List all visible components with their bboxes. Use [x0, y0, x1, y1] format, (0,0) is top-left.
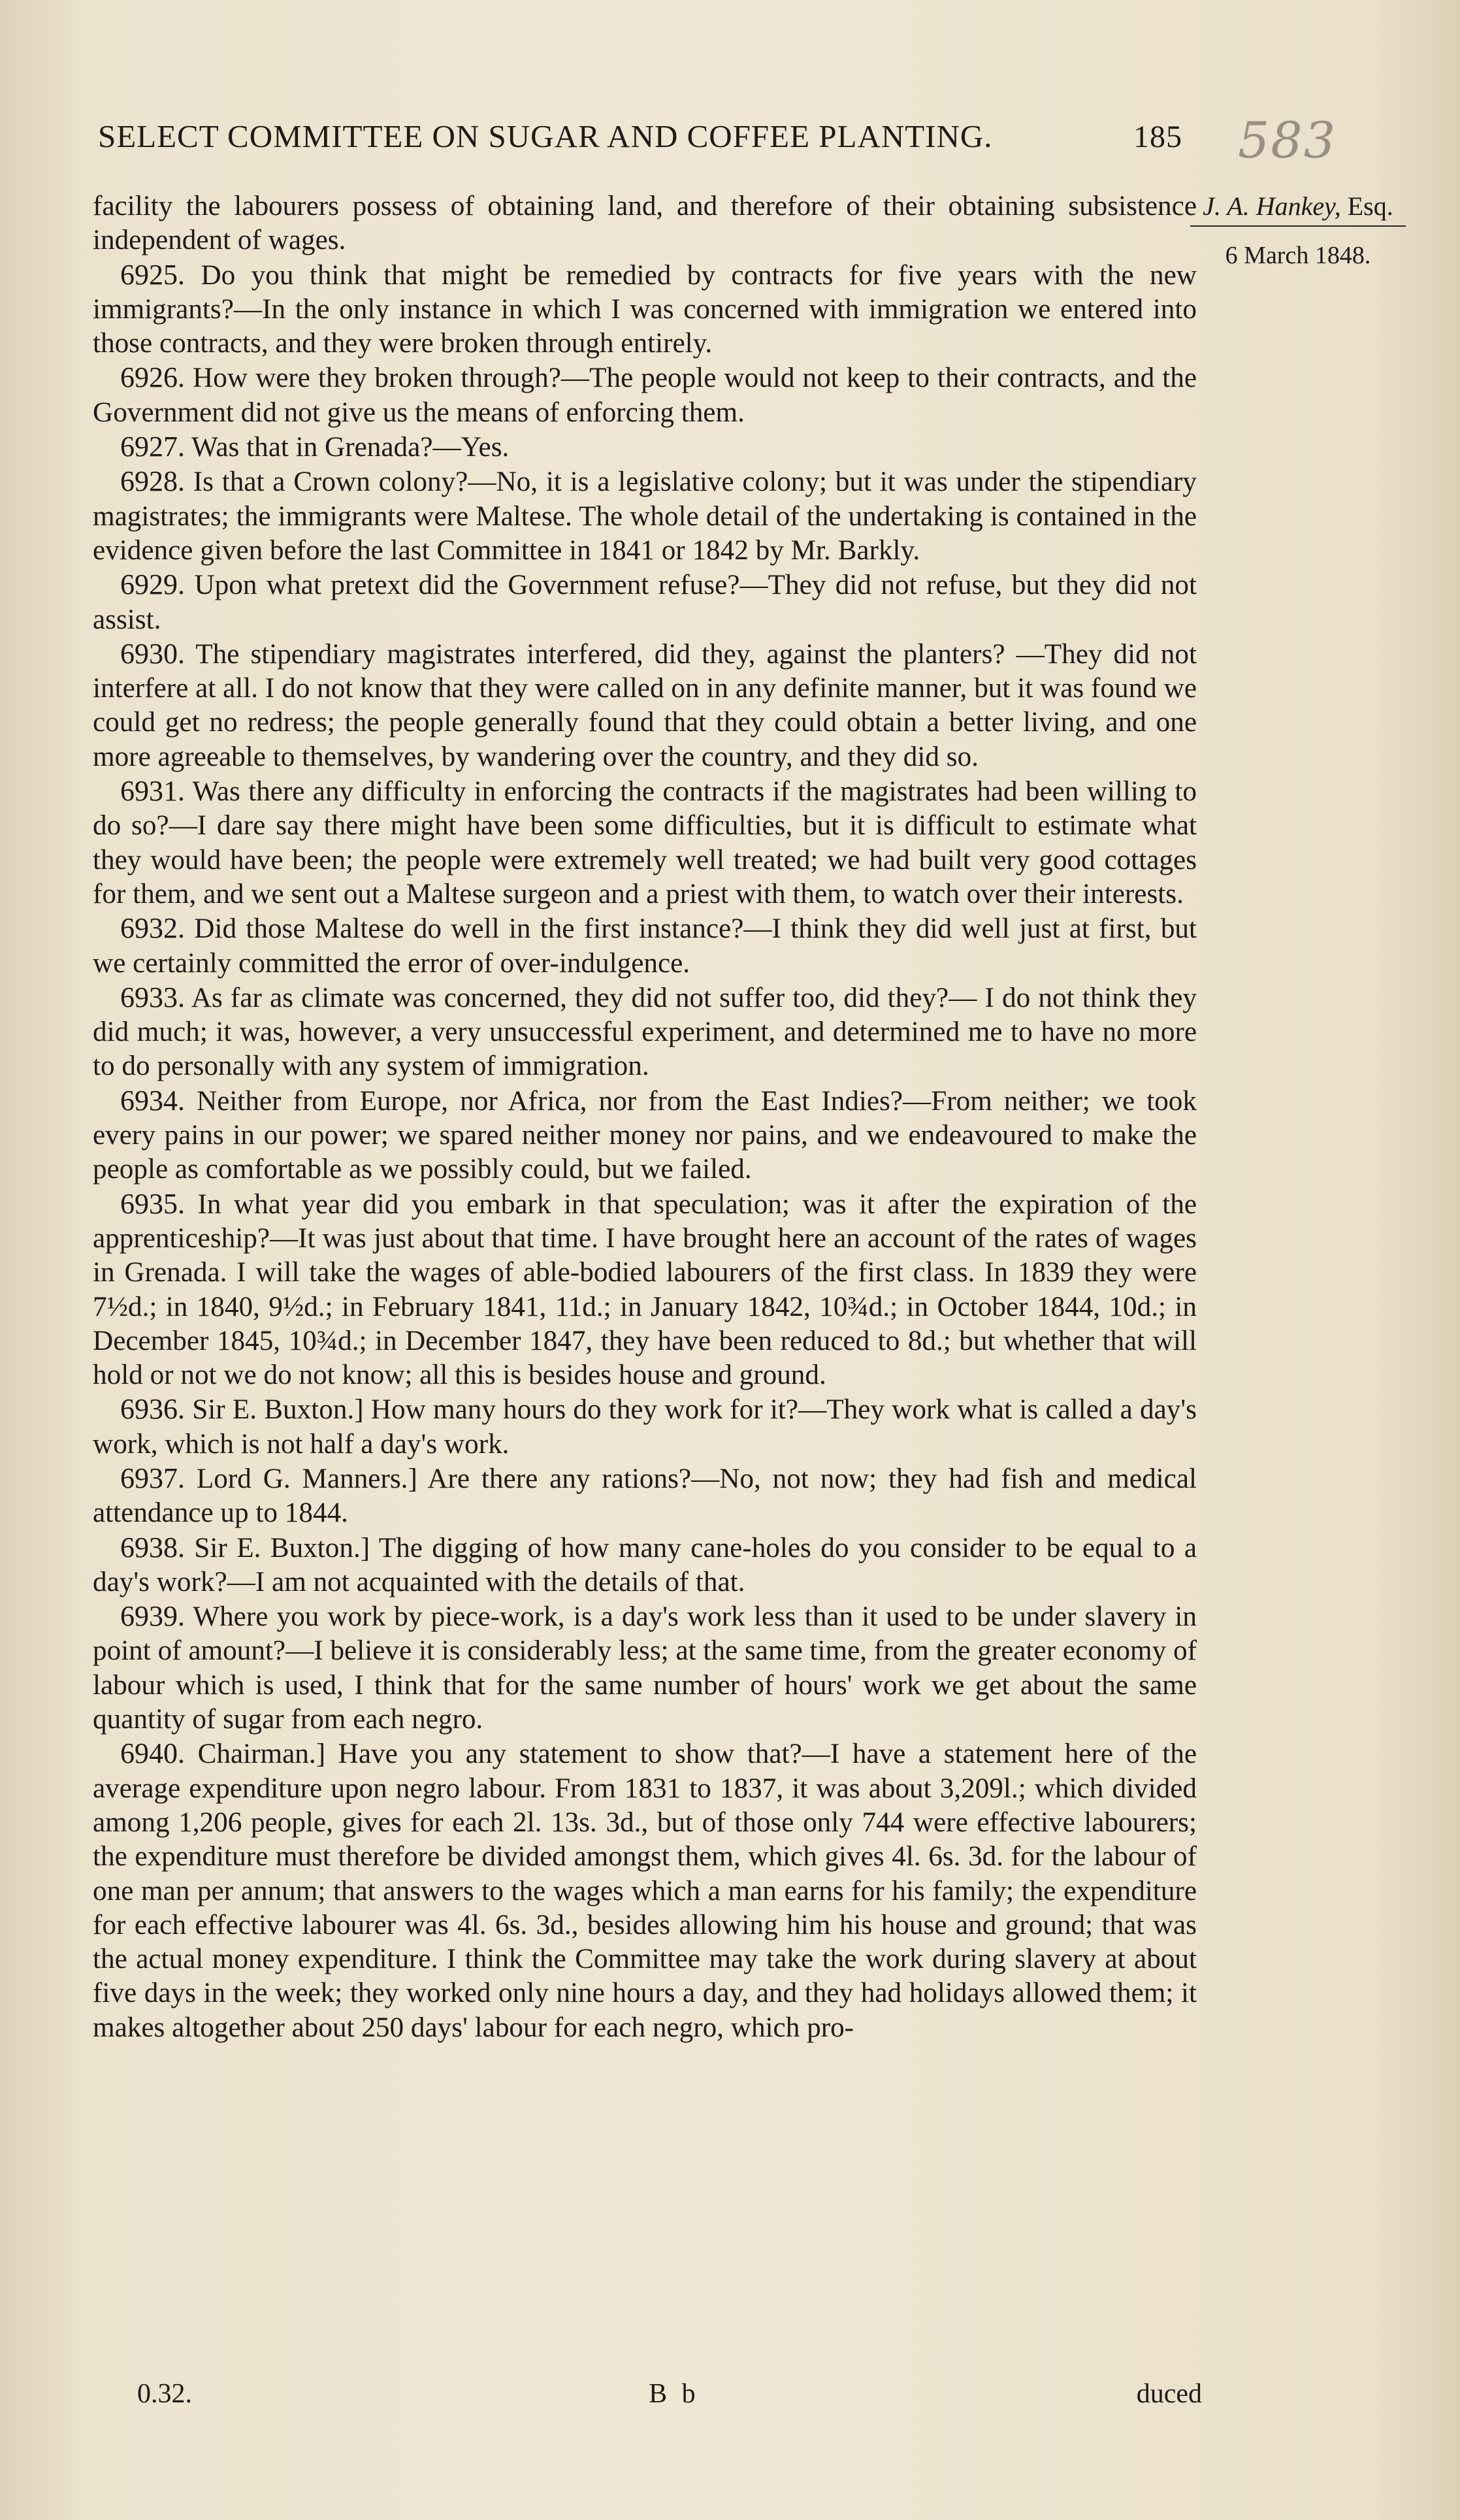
handwritten-folio-number: 583 [1238, 111, 1337, 169]
witness-initials: J. A. [1203, 191, 1250, 221]
paragraph [93, 1187, 1197, 1393]
question-number: 6933. [120, 981, 185, 1013]
paragraph-text: How were they broken through?—The people would not keep to their contracts, and the Government did not give us the means of enforcing them. [93, 363, 1197, 428]
question-number: 6928. [120, 465, 185, 498]
question-number: 6940. [120, 1737, 185, 1770]
margin-note [1190, 191, 1406, 270]
question-number: 6932. [120, 912, 185, 945]
paragraph-text: Where you work by piece-work, is a day's work less than it used to be under slavery in point of amount?—I believe it is considerably less; at the same time, from the greater economy of labour which is used, I think that for the same number of hours' work we get about the same quantity of sugar from each negro. [93, 1601, 1197, 1735]
paragraph-text: facility the labourers possess of obtaining land, and therefore of their obtaining subsistence independent of wages. [93, 191, 1197, 256]
paragraph [93, 430, 1197, 465]
paragraph [93, 1084, 1197, 1187]
page-footer [137, 2378, 1202, 2410]
paragraph [93, 465, 1197, 568]
question-number: 6935. [120, 1187, 185, 1220]
paragraph-text: Is that a Crown colony?—No, it is a legislative colony; but it was under the stipendiary magistrates; the immigrants were Maltese. The whole detail of the undertaking is contained in the evidence given before the last Committee in 1841 or 1842 by Mr. Barkly. [93, 466, 1197, 566]
question-number: 6925. [120, 258, 185, 291]
paragraph [93, 1599, 1197, 1737]
question-number: 6936. [120, 1393, 185, 1426]
paragraph-text: In what year did you embark in that speculation; was it after the expiration of the apprenticeship?—It was just about that time. I have brought here an account of the rates of wages in Grenada. I will take the wages of able-bodied labourers of the first class. In 1839 they were 7½d.; in 1840, 9½d.; in February 1841, 11d.; in January 1842, 10¾d.; in October 1844, 10d.; in December 1845, 10¾d.; in December 1847, they have been reduced to 8d.; but whether that will hold or not we do not know; all this is besides house and ground. [93, 1188, 1197, 1391]
question-number: 6927. [120, 431, 185, 463]
footer-reference: 0.32. [137, 2379, 192, 2409]
paragraph [93, 1392, 1197, 1462]
question-number: 6934. [120, 1084, 185, 1117]
paragraph-text: Sir E. Buxton.] The digging of how many cane-holes do you consider to be equal to a day's work?—I am not acquainted with the details of that. [93, 1532, 1197, 1597]
witness-name [1190, 191, 1406, 227]
paragraph-text: Sir E. Buxton.] How many hours do they work for it?—They work what is called a day's work, which is not half a day's work. [93, 1394, 1197, 1460]
paragraph-text: Upon what pretext did the Government refuse?—They did not refuse, but they did not assist. [93, 570, 1197, 635]
question-number: 6938. [120, 1531, 185, 1563]
catchword: duced [1136, 2379, 1202, 2409]
paragraph [93, 361, 1197, 430]
paragraph [93, 637, 1197, 774]
paragraph-text: Chairman.] Have you any statement to show that?—I have a statement here of the average expenditure upon negro labour. From 1831 to 1837, it was about 3,209l.; which divided among 1,206 people, gives for each 2l. 13s. 3d., but of those only 744 were effective labourers; the expenditure must therefore be divided amongst them, which gives 4l. 6s. 3d. for the labour of one man per annum; that answers to the wages which a man earns for his family; the expenditure for each effective labourer was 4l. 6s. 3d., besides allowing him his house and ground; that was the actual money expenditure. I think the Committee may take the work during slavery at about five days in the week; they worked only nine hours a day, and they had holidays allowed them; it makes altogether about 250 days' labour for each negro, which pro- [93, 1739, 1197, 2043]
question-number: 6939. [120, 1600, 185, 1633]
paragraph-text: As far as climate was concerned, they did not suffer too, did they?— I do not think they did much; it was, however, a very unsuccessful experiment, and determined me to have no more to do personally with any system of immigration. [93, 982, 1197, 1082]
paragraph [93, 774, 1197, 911]
paragraph-text: Was that in Grenada?—Yes. [191, 432, 510, 463]
paragraph [93, 1737, 1197, 2045]
paragraph [93, 189, 1197, 258]
paragraph [93, 1462, 1197, 1531]
paragraph [93, 258, 1197, 361]
paragraph [93, 911, 1197, 981]
witness-surname: Hankey, [1256, 191, 1341, 221]
question-number: 6931. [120, 775, 185, 808]
body-text [93, 189, 1197, 2045]
paragraph [93, 981, 1197, 1084]
signature-mark: B b [649, 2379, 700, 2409]
witness-suffix: Esq. [1347, 191, 1393, 221]
question-number: 6937. [120, 1462, 185, 1494]
question-number: 6926. [120, 361, 185, 394]
running-header [98, 118, 1182, 155]
paragraph-text: Neither from Europe, nor Africa, nor from the East Indies?—From neither; we took every pains in our power; we spared neither money nor pains, and we endeavoured to make the people as comfortable as we possibly could, but we failed. [93, 1085, 1197, 1185]
page-title: SELECT COMMITTEE ON SUGAR AND COFFEE PLANTING. [98, 118, 993, 154]
paragraph-text: Was there any difficulty in enforcing the contracts if the magistrates had been willing to do so?—I dare say there might have been some difficulties, but it is difficult to estimate what they would have been; the people were extremely well treated; we had built very good cottages for them, and we sent out a Maltese surgeon and a priest with them, to watch over their interests. [93, 776, 1197, 909]
paragraph [93, 568, 1197, 637]
page-number: 185 [1133, 120, 1182, 154]
paragraph-text: Do you think that might be remedied by contracts for five years with the new immigrants?—In the only instance in which I was concerned with immigration we entered into those contracts, and they were broken through entirely. [93, 259, 1197, 359]
paragraph-text: Did those Maltese do well in the first instance?—I think they did well just at first, but we certainly committed the error of over-indulgence. [93, 913, 1197, 979]
question-number: 6929. [120, 568, 185, 601]
margin-date: 6 March 1848. [1225, 242, 1371, 269]
paragraph-text: The stipendiary magistrates interfered, did they, against the planters? —They did not interfere at all. I do not know that they were called on in any definite manner, but it was found we could get no redress; the people generally found that they could obtain a better living, and one more agreeable to themselves, by wandering over the country, and they did so. [93, 638, 1197, 772]
paragraph-text: Lord G. Manners.] Are there any rations?—No, not now; they had fish and medical attendance up to 1844. [93, 1463, 1197, 1529]
question-number: 6930. [120, 637, 185, 670]
paragraph [93, 1531, 1197, 1600]
